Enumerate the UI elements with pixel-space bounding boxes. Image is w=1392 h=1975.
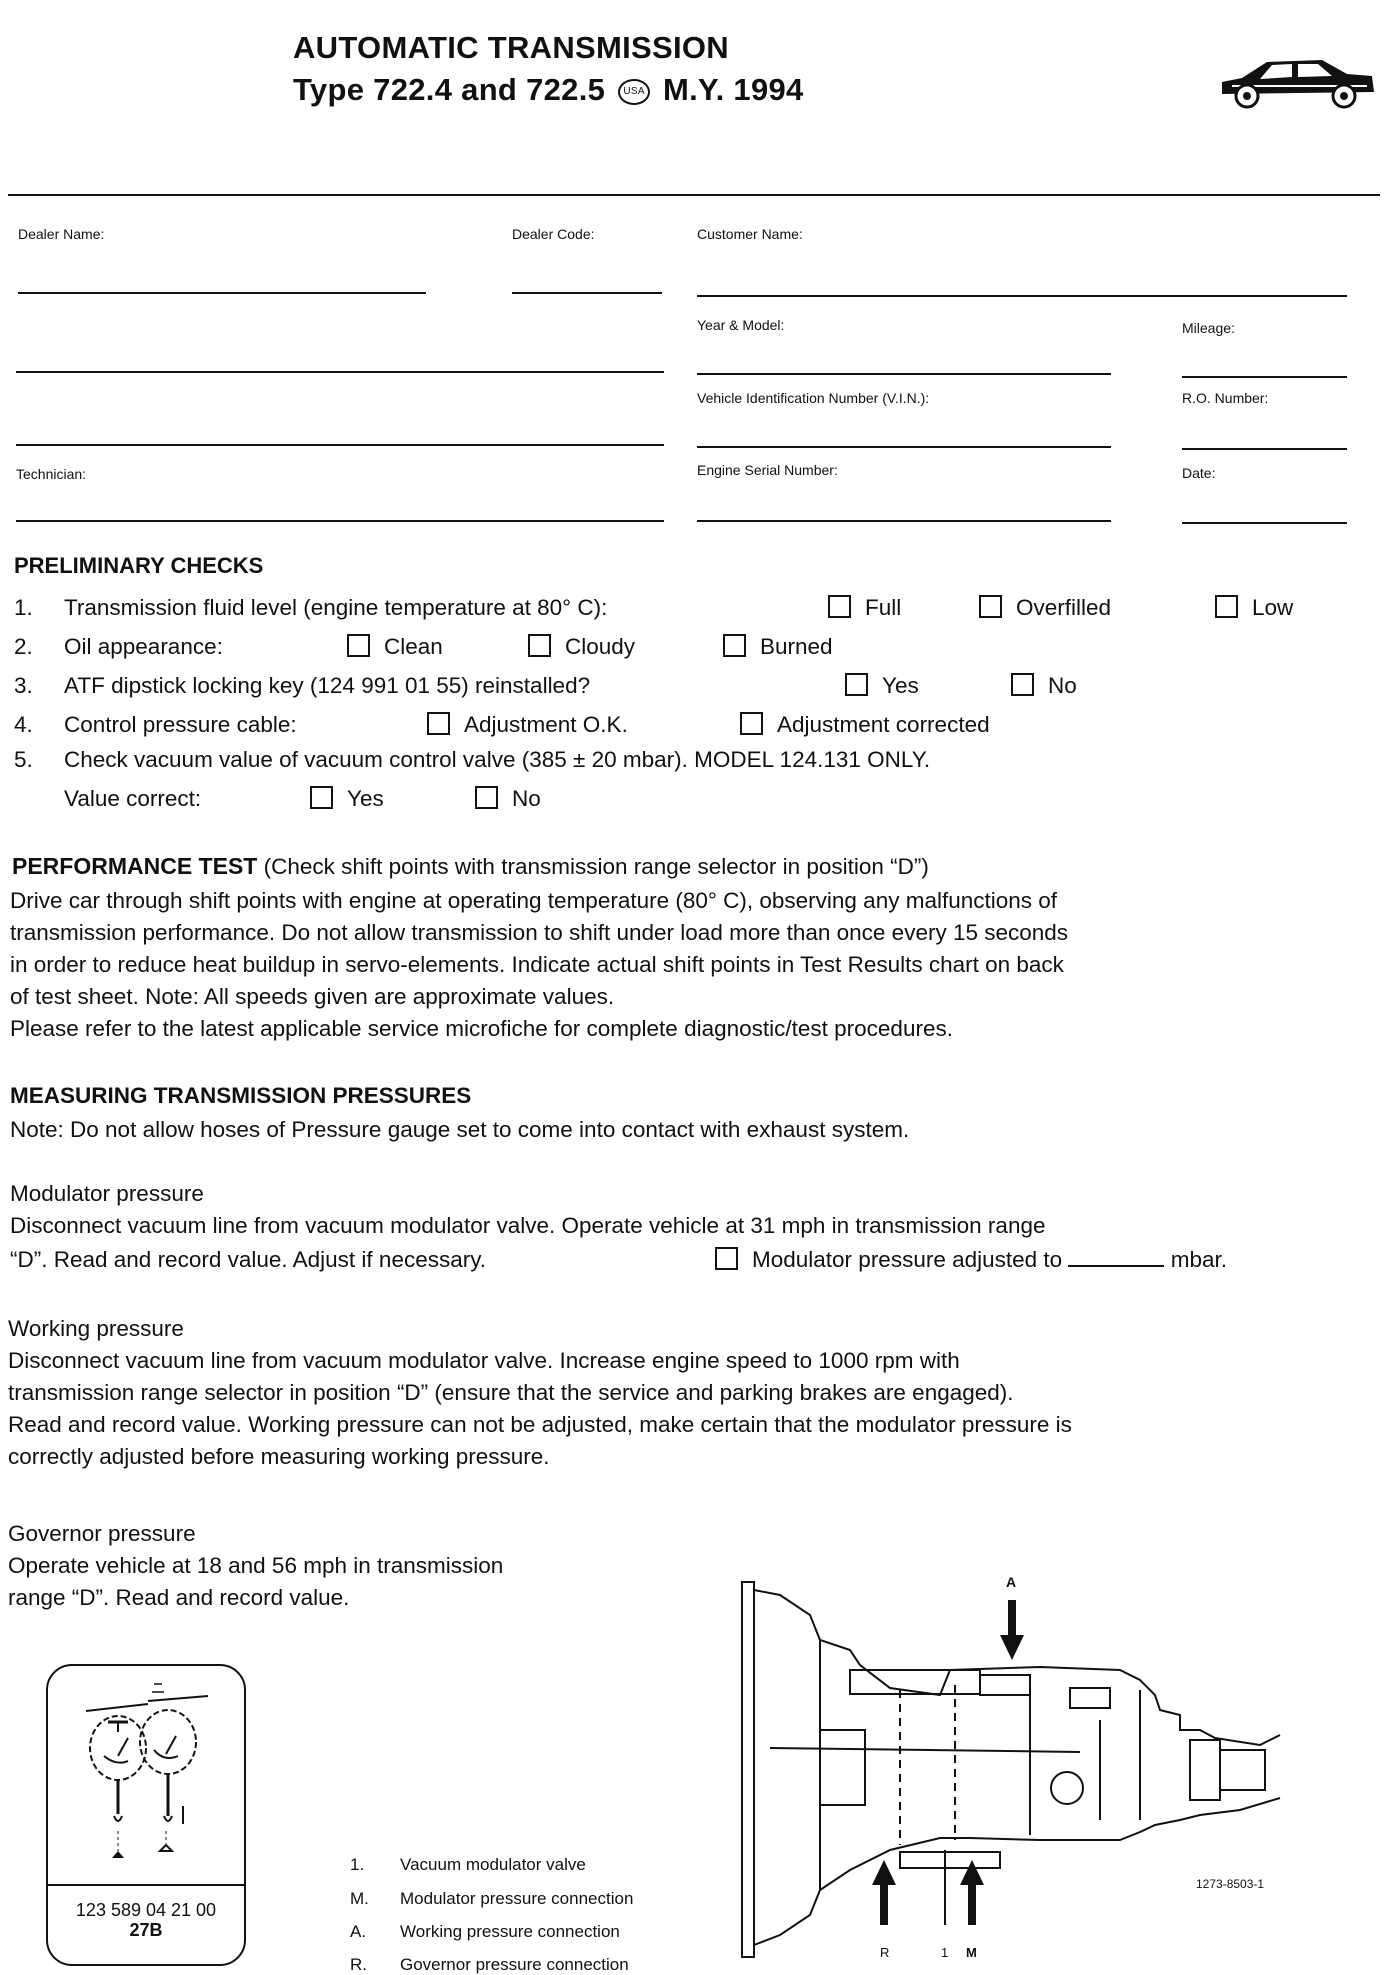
type-label: Type 722.4 and 722.5	[293, 72, 606, 107]
governor-line-2: range “D”. Read and record value.	[8, 1585, 350, 1610]
modulator-pressure-title: Modulator pressure	[10, 1181, 204, 1206]
label-a: A	[1006, 1574, 1017, 1590]
option-label: Yes	[882, 673, 919, 698]
year-model-label: Year & Model:	[697, 317, 785, 333]
item-number: 3.	[14, 673, 33, 698]
option-clean[interactable]	[347, 634, 443, 660]
year-model-field[interactable]	[697, 373, 1111, 375]
option-yes[interactable]	[845, 673, 919, 699]
option-label: Yes	[347, 786, 384, 811]
customer-name-field[interactable]	[697, 295, 1347, 297]
technician-label: Technician:	[16, 466, 87, 482]
performance-test-heading: PERFORMANCE TEST	[12, 853, 258, 879]
car-icon	[1212, 52, 1382, 112]
item-text: Control pressure cable:	[64, 712, 297, 737]
engine-serial-label: Engine Serial Number:	[697, 462, 838, 478]
option-label: Clean	[384, 634, 443, 659]
ro-number-field[interactable]	[1182, 448, 1347, 450]
vin-field[interactable]	[697, 446, 1111, 448]
gauge-part-sub: 27B	[129, 1920, 163, 1940]
gauge-tool-box	[46, 1664, 246, 1966]
value-correct-label: Value correct:	[64, 786, 202, 811]
checkbox[interactable]	[310, 786, 333, 809]
performance-test-note: (Check shift points with transmission range selector in position “D”)	[263, 854, 929, 879]
dealer-address-line-2[interactable]	[16, 444, 664, 446]
measuring-pressures-heading: MEASURING TRANSMISSION PRESSURES	[10, 1083, 472, 1108]
option-label: Overfilled	[1016, 595, 1112, 620]
check-item-5	[14, 744, 930, 776]
check-item-4	[14, 709, 297, 741]
working-line-1: Disconnect vacuum line from vacuum modulator valve. Increase engine speed to 1000 rpm with	[8, 1348, 960, 1373]
option-label: Adjustment O.K.	[464, 712, 628, 737]
checkbox[interactable]	[347, 634, 370, 657]
dealer-address-line-1[interactable]	[16, 371, 664, 373]
measuring-note: Note: Do not allow hoses of Pressure gauge set to come into contact with exhaust system.	[10, 1117, 910, 1142]
option-label: Adjustment corrected	[777, 712, 990, 737]
checkbox[interactable]	[475, 786, 498, 809]
ro-number-label: R.O. Number:	[1182, 390, 1269, 406]
checkbox[interactable]	[740, 712, 763, 735]
check-item-2	[14, 631, 223, 663]
modulator-adjusted-label: Modulator pressure adjusted to	[752, 1247, 1063, 1272]
technician-field[interactable]	[16, 520, 664, 522]
unit-label: mbar.	[1170, 1247, 1227, 1272]
governor-line-1: Operate vehicle at 18 and 56 mph in transmission	[8, 1553, 504, 1578]
form-title: AUTOMATIC TRANSMISSION	[293, 30, 729, 65]
performance-line-4: of test sheet. Note: All speeds given are approximate values.	[10, 984, 615, 1009]
engine-serial-field[interactable]	[697, 520, 1111, 522]
legend-item: 1. Vacuum modulator valve	[350, 1855, 586, 1874]
governor-pressure-title: Governor pressure	[8, 1521, 196, 1546]
vin-label: Vehicle Identification Number (V.I.N.):	[697, 390, 930, 406]
modulator-line-2: “D”. Read and record value. Adjust if necessary.	[10, 1247, 487, 1272]
dealer-name-label: Dealer Name:	[18, 226, 105, 242]
option-adjustment-ok[interactable]	[427, 712, 628, 738]
option-adjustment-corrected[interactable]	[740, 712, 990, 738]
checkbox[interactable]	[845, 673, 868, 696]
option-label: Burned	[760, 634, 833, 659]
checkbox[interactable]	[528, 634, 551, 657]
checkbox[interactable]	[715, 1247, 738, 1270]
item-text: ATF dipstick locking key (124 991 01 55) reinstalled?	[64, 673, 591, 698]
performance-line-1: Drive car through shift points with engine at operating temperature (80° C), observing any malfunctions of	[10, 888, 1058, 913]
option-full[interactable]	[828, 595, 901, 621]
gauge-part-number: 123 589 04 21 00	[75, 1900, 217, 1920]
legend-item: R. Governor pressure connection	[350, 1955, 629, 1974]
option-label: No	[1048, 673, 1077, 698]
customer-name-label: Customer Name:	[697, 226, 803, 242]
item-text: Transmission fluid level (engine temperature at 80° C):	[64, 595, 608, 620]
option-label: Full	[865, 595, 902, 620]
option-no[interactable]	[1011, 673, 1077, 699]
header-rule	[8, 194, 1380, 196]
dealer-code-field[interactable]	[512, 292, 662, 294]
option-cloudy[interactable]	[528, 634, 635, 660]
modulator-value-field[interactable]	[1068, 1247, 1164, 1267]
legend-item: A. Working pressure connection	[350, 1922, 620, 1941]
working-line-4: correctly adjusted before measuring working pressure.	[8, 1444, 550, 1469]
item-number: 5.	[14, 747, 33, 772]
option-value-correct-yes[interactable]	[310, 786, 384, 812]
dealer-name-field[interactable]	[18, 292, 426, 294]
checkbox[interactable]	[979, 595, 1002, 618]
option-low[interactable]	[1215, 595, 1293, 621]
dealer-code-label: Dealer Code:	[512, 226, 595, 242]
label-1: 1	[941, 1945, 949, 1960]
usa-badge-icon: USA	[618, 79, 650, 105]
performance-line-2: transmission performance. Do not allow transmission to shift under load more than once every 15 seconds	[10, 920, 1069, 945]
performance-line-3: in order to reduce heat buildup in servo-elements. Indicate actual shift points in Test Results chart on back	[10, 952, 1064, 977]
mileage-label: Mileage:	[1182, 320, 1235, 336]
option-burned[interactable]	[723, 634, 833, 660]
modulator-adjusted-option[interactable]	[715, 1247, 1227, 1273]
model-year-label: M.Y. 1994	[663, 72, 804, 107]
item-text: Check vacuum value of vacuum control valve (385 ± 20 mbar). MODEL 124.131 ONLY.	[64, 747, 931, 772]
gauge-tool-label	[48, 1884, 244, 1940]
transmission-diagram-icon	[740, 1570, 1360, 1970]
checkbox[interactable]	[1011, 673, 1034, 696]
option-overfilled[interactable]	[979, 595, 1111, 621]
check-item-3	[14, 670, 590, 702]
legend-item: M. Modulator pressure connection	[350, 1889, 634, 1908]
form-subtitle	[293, 72, 804, 108]
working-pressure-title: Working pressure	[8, 1316, 184, 1341]
working-line-2: transmission range selector in position “D” (ensure that the service and parking brakes are engaged).	[8, 1380, 1014, 1405]
item-number: 1.	[14, 595, 33, 620]
working-line-3: Read and record value. Working pressure can not be adjusted, make certain that the modulator pressure is	[8, 1412, 1072, 1437]
label-r: R	[880, 1945, 890, 1960]
item-text: Oil appearance:	[64, 634, 223, 659]
performance-line-5: Please refer to the latest applicable service microfiche for complete diagnostic/test procedures.	[10, 1016, 953, 1041]
transmission-diagram	[740, 1570, 1360, 1970]
checkbox[interactable]	[723, 634, 746, 657]
check-item-1	[14, 592, 607, 624]
pressure-gauge-icon	[48, 1666, 244, 1884]
option-label: Cloudy	[565, 634, 636, 659]
item-number: 2.	[14, 634, 33, 659]
performance-test-heading-row	[12, 850, 929, 883]
checkbox[interactable]	[427, 712, 450, 735]
option-label: No	[512, 786, 541, 811]
preliminary-checks-heading: PRELIMINARY CHECKS	[14, 553, 264, 578]
label-m: M	[966, 1945, 977, 1960]
mileage-field[interactable]	[1182, 376, 1347, 378]
modulator-line-1: Disconnect vacuum line from vacuum modulator valve. Operate vehicle at 31 mph in transmission range	[10, 1213, 1046, 1238]
checkbox[interactable]	[828, 595, 851, 618]
figure-id: 1273-8503-1	[1196, 1877, 1265, 1891]
date-label: Date:	[1182, 465, 1216, 481]
option-label: Low	[1252, 595, 1294, 620]
option-value-correct-no[interactable]	[475, 786, 541, 812]
date-field[interactable]	[1182, 522, 1347, 524]
item-number: 4.	[14, 712, 33, 737]
checkbox[interactable]	[1215, 595, 1238, 618]
